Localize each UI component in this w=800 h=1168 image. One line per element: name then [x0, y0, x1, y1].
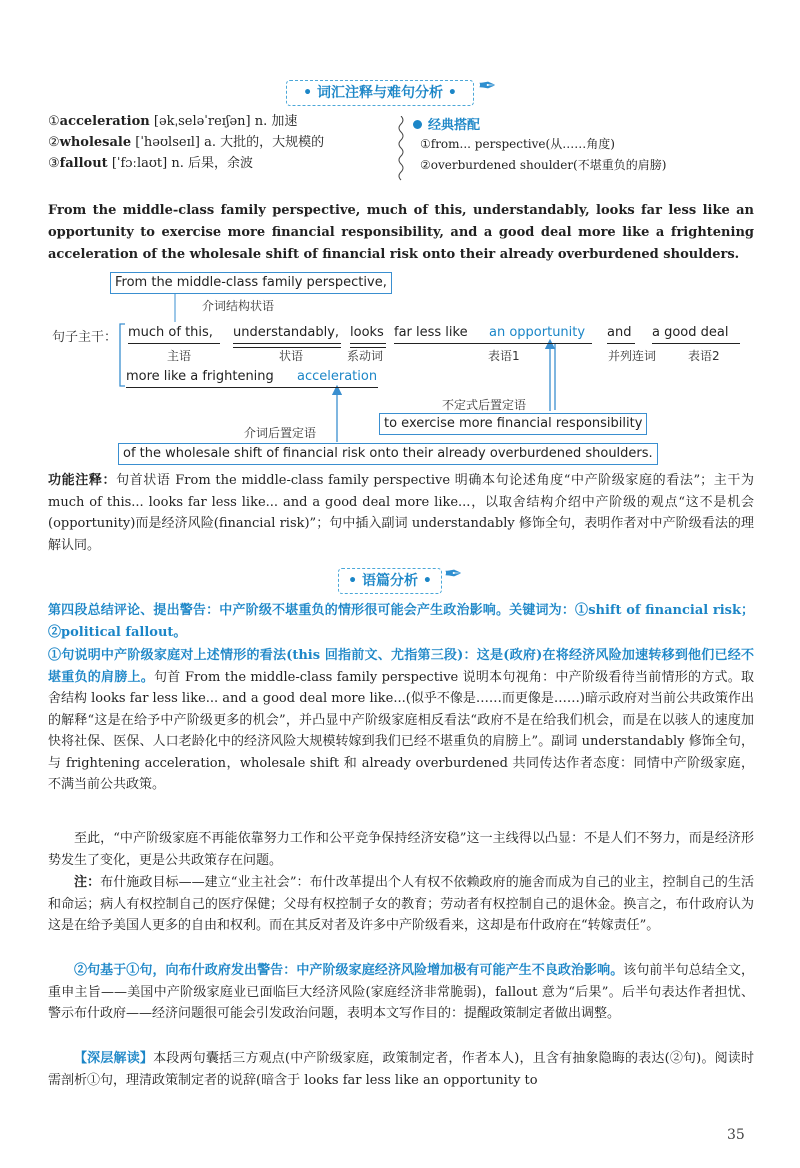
label-linking-verb: 系动词 [347, 349, 384, 363]
deep-reading [48, 1048, 754, 1091]
function-note [48, 470, 754, 556]
underline [126, 387, 378, 388]
label-infinitive-attributive: 不定式后置定语 [442, 398, 527, 412]
underline [394, 343, 592, 344]
word-far-less-like: far less like [394, 325, 468, 340]
underline [128, 343, 220, 344]
pen-icon: ✒ [444, 562, 463, 587]
function-note-text: 句首状语 From the middle-class family perspective 明确本句论述角度“中产阶级家庭的看法”；主干为 much of this... looks far less like... and a good deal more like...，以取舍结构介绍中产阶级的观点“这不是机会(opportunity)而是经济风险(financial risk)”；句中插入副词 understandably 修饰全句，表明作者对中产阶级看法的理解认同。 [48, 473, 754, 553]
sentence-1-body: 句首 From the middle-class family perspective 说明本句视角：中产阶级看待当前情形的方式。取舍结构 looks far less like... and a good deal more like...(似乎不像是……而更像是……)暗示政府对当前公共政策作出的解释“这是在给予中产阶级更多的机会”，并凸显中产阶级家庭相反看法“政府不是在给我们机会，而是在以骇人的速度加快将社保、医保、人口老龄化中的经济风险大规模转嫁到我们已经不堪重负的肩膀上”。副词 understandably 修饰全句，与 frightening acceleration，wholesale shift 和 already overburdened 共同传达作者态度：同情中产阶级家庭，不满当前公共政策。 [48, 669, 754, 792]
vocab-num: ② [48, 135, 60, 150]
vocab-num: ① [48, 114, 60, 129]
label-main-clause: 句子主干： [52, 330, 118, 345]
sentence-1-head: ①句说明中产阶级家庭对上述情形的看法(this 回指前文、尤指第三段)：这是(政府)在将经济风险加速转移到他们已经不堪重负的肩膀上。 [48, 648, 754, 685]
note-text: 布什施政目标——建立“业主社会”：布什改革提出个人有权不依赖政府的施舍而成为自己的业主，控制自己的生活和命运；病人有权控制自己的医疗保健；父母有权控制子女的教育；劳动者有权控制自己的退休金。换言之，布什政府认为这是在给予美国人更多的自由和权利。而在其反对者及许多中产阶级看来，这却是布什政府在“转嫁责任”。 [48, 875, 754, 933]
conclusion-paragraph [48, 828, 754, 871]
vocab-def: [ˈfɔːlaʊt] n. 后果，余波 [107, 156, 253, 171]
label-prep-attributive: 介词后置定语 [244, 426, 317, 440]
word-looks: looks [350, 325, 384, 340]
label-subject: 主语 [167, 349, 192, 363]
paragraph-summary [48, 600, 754, 643]
label-adverbial: 状语 [279, 349, 304, 363]
collocation-item: ①from... perspective(从……角度) [420, 137, 615, 151]
word-more-like: more like a frightening [126, 369, 274, 384]
underline [652, 343, 740, 344]
section-title-discourse [338, 568, 442, 594]
diagram-box-prepositional: From the middle-class family perspective, [110, 272, 392, 294]
note-paragraph [48, 872, 754, 937]
vocab-num: ③ [48, 156, 60, 171]
underline [607, 343, 635, 344]
deep-reading-label: 【深层解读】 [74, 1051, 154, 1066]
label-prep-adverbial: 介词结构状语 [202, 299, 275, 313]
vocab-def: [əkˌseləˈreɪʃən] n. 加速 [149, 114, 298, 129]
word-an-opportunity: an opportunity [489, 325, 586, 340]
collocation-title-text: 经典搭配 [428, 118, 481, 133]
sentence-2-head: ②句基于①句，向布什政府发出警告：中产阶级家庭经济风险增加极有可能产生不良政治影响。 [74, 963, 624, 978]
paragraph-summary-text: 第四段总结评论、提出警告：中产阶级不堪重负的情形很可能会产生政治影响。关键词为：①shift of financial risk；②political fallout。 [48, 603, 754, 640]
function-note-label: 功能注释： [48, 473, 117, 488]
vocab-word: wholesale [59, 135, 132, 150]
sentence-2-body: 该句前半句总结全文，重申主旨——美国中产阶级家庭业已面临巨大经济风险(家庭经济非常脆弱)，fallout 意为“后果”。后半句表达作者担忧、警示布什政府——经济问题很可能会引发政治问题，表明本文写作目的：提醒政策制定者做出调整。 [48, 963, 754, 1021]
word-a-good-deal: a good deal [652, 325, 729, 340]
vocab-def: [ˈhəʊlseɪl] a. 大批的，大规模的 [131, 135, 325, 150]
sentence-1-analysis [48, 645, 754, 796]
label-conjunction: 并列连词 [608, 349, 657, 363]
diagram-box-infinitive: to exercise more financial responsibility [379, 413, 647, 435]
word-much-of-this: much of this, [128, 325, 213, 340]
word-understandably: understandably, [233, 325, 340, 340]
vocab-word: fallout [59, 156, 108, 171]
word-and: and [607, 325, 632, 340]
label-predicative-1: 表语1 [488, 349, 520, 363]
sentence-2-analysis [48, 960, 754, 1025]
page-number: 35 [727, 1127, 745, 1143]
conclusion-text: 至此，“中产阶级家庭不再能依靠努力工作和公平竞争保持经济安稳”这一主线得以凸显：不是人们不努力，而是经济形势发生了变化，更是公共政策存在问题。 [48, 831, 754, 868]
analyzed-sentence: From the middle-class family perspective, much of this, understandably, looks far less like an opportunity to exercise more financial responsibility, and a good deal more like a frightening acceleration of the wholesale shift of financial risk onto their already overburdened shoulders. [48, 203, 754, 262]
collocation-item: ②overburdened shoulder(不堪重负的肩膀) [420, 158, 667, 172]
section-title-vocab-text: • 词汇注释与难句分析 • [303, 85, 457, 101]
pen-icon: ✒ [478, 74, 497, 99]
note-label: 注： [74, 875, 101, 890]
section-title-discourse-text: • 语篇分析 • [348, 573, 432, 589]
vocab-word: acceleration [59, 114, 150, 129]
word-acceleration: acceleration [297, 369, 378, 384]
diagram-arrows [0, 0, 800, 470]
deep-reading-text: 本段两句囊括三方观点(中产阶级家庭，政策制定者，作者本人)，且含有抽象隐晦的表达(②句)。阅读时需剖析①句，理清政策制定者的说辞(暗含于 looks far less like an opportunity to [48, 1051, 754, 1088]
label-predicative-2: 表语2 [688, 349, 720, 363]
diagram-box-of-phrase: of the wholesale shift of financial risk onto their already overburdened shoulders. [118, 443, 658, 465]
